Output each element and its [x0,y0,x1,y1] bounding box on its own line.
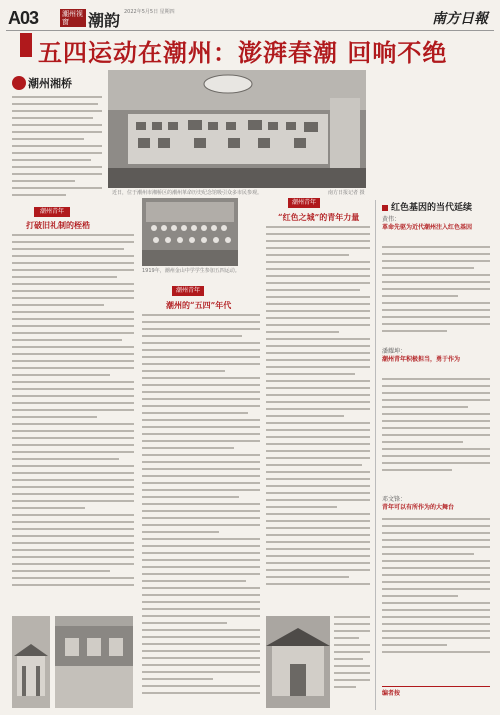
left-street-photo [55,616,133,708]
right-section-bullet: 潮州青年 [288,198,320,208]
headline [20,33,490,67]
section-tag: 潮州视窗 [60,9,86,27]
sidebar-byline-1: 黄伟： [382,216,401,223]
right-photo-caption-text [334,616,370,708]
sidebar [375,200,494,710]
middle-section-body [142,314,260,710]
sidebar-footer-label: 编者按 [382,690,401,697]
left-section-body [12,234,134,604]
section-name: 潮韵 [88,11,121,30]
main-photo [108,70,366,188]
logo-mark-icon [12,76,26,90]
left-section-title: 打破旧礼制的桎梏 [26,220,90,230]
headline-text: 五四运动在潮州：澎湃春潮 回响不绝 [38,38,448,67]
column-logo-text: 潮州湘桥 [28,76,72,90]
group-photo-image [142,198,238,266]
old-building-image [266,616,330,708]
sidebar-head-2: 潮州青年积极担当，勇于作为 [382,356,461,363]
middle-section-bullet: 潮州青年 [172,286,204,296]
building-image [12,616,50,708]
group-photo-caption: 1919年，潮州金山中学学生参加五四运动。 [142,268,240,274]
page-header [6,6,494,31]
newspaper-logo: 南方日報 [432,11,488,27]
historic-group-photo [142,198,238,266]
sidebar-byline-3: 邓文锋： [382,496,407,503]
middle-section-title: 潮州的“五四”年代 [166,300,232,310]
sidebar-body-1 [382,246,490,346]
sidebar-head-3: 青年可以有所作为的大舞台 [382,504,455,511]
column-logo [12,72,98,90]
main-photo-caption: 近日，位于潮州市湘桥区的潮州革命历史纪念馆吸引众多市民参观。 [112,190,263,196]
sidebar-divider [382,686,490,687]
exhibition-hall-image [108,70,366,188]
page-number: A03 [8,8,39,28]
sidebar-title: 红色基因的当代延续 [382,200,472,213]
sidebar-head-1: 革命先驱为近代潮州注入红色基因 [382,224,473,231]
left-section-bullet: 潮州青年 [34,207,70,217]
right-building-photo [266,616,330,708]
sidebar-body-2 [382,378,490,488]
sidebar-byline-2: 潘耀坤： [382,348,407,355]
left-building-photo [12,616,50,708]
issue-meta: 2022年5月5日 星期四 [124,9,175,15]
headline-bar [20,33,32,57]
sidebar-body-3 [382,518,490,678]
right-section-body [266,226,370,606]
right-section-title: “红色之城”的青年力量 [278,212,360,222]
intro-text [12,96,102,206]
main-photo-credit: 南方日报记者 摄 [328,190,365,196]
street-image [55,616,133,708]
